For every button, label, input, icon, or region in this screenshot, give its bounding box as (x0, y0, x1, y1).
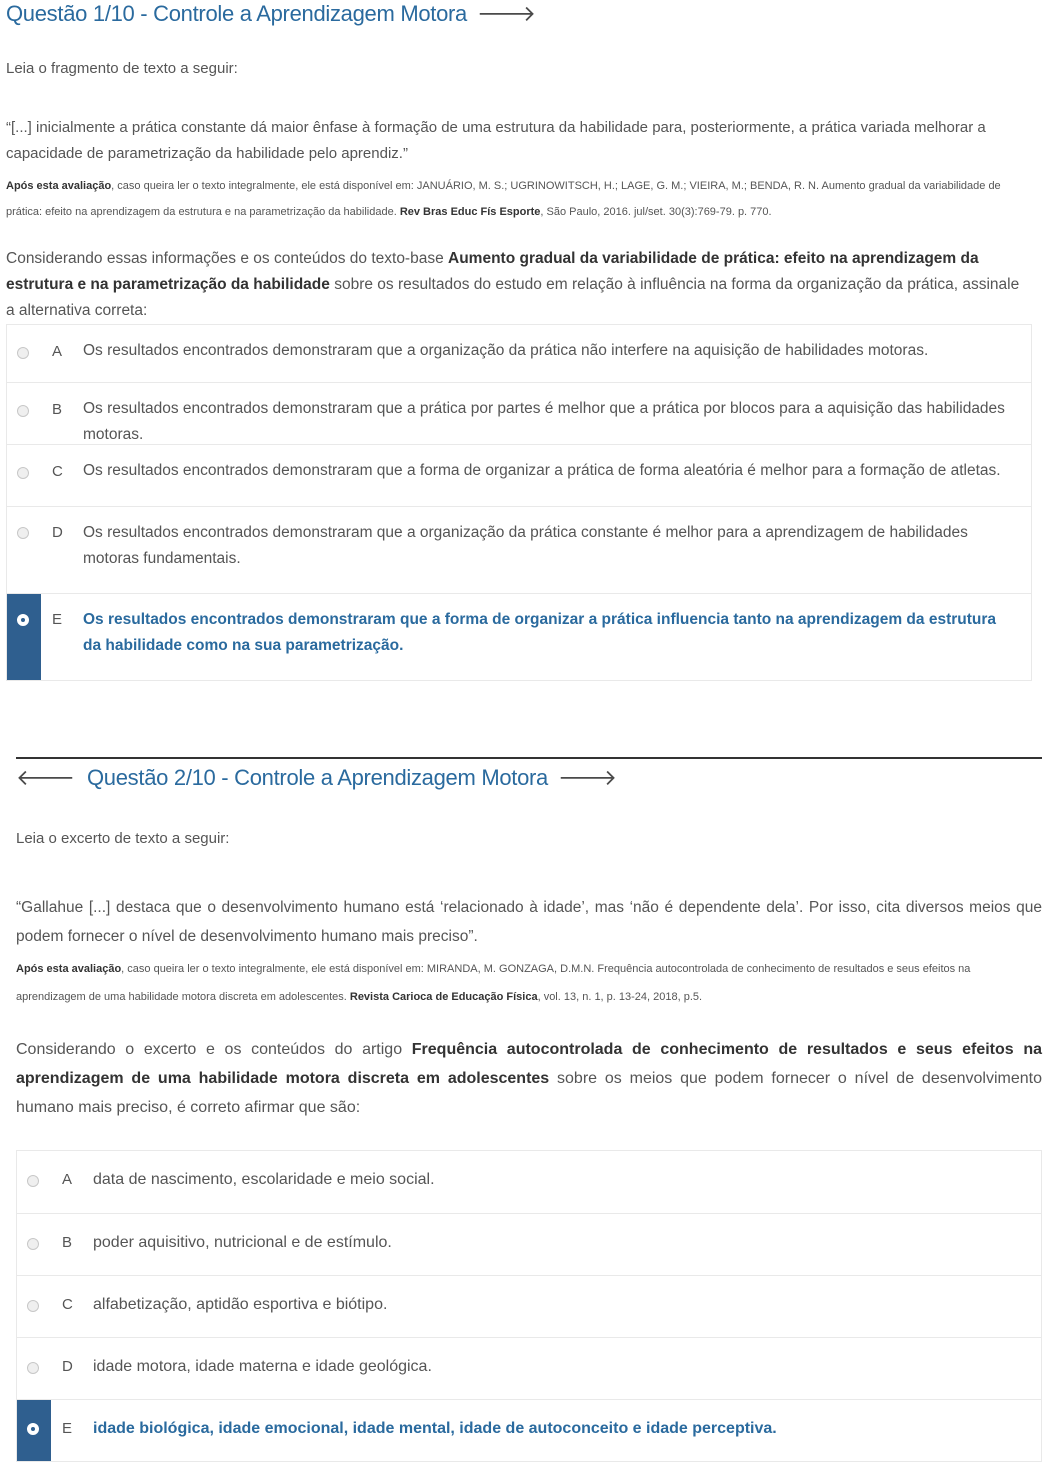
prompt-bold: Aumento gradual da variabilidade de prática: efeito na aprendizagem da estrutura e na parametrização da habilidade (6, 250, 979, 293)
answer-options (6, 324, 1032, 681)
option-letter: A (52, 343, 63, 360)
option-b[interactable] (7, 382, 1031, 444)
source-citation (16, 955, 1042, 1011)
radio-button-selected[interactable] (27, 1423, 39, 1435)
source-journal: Rev Bras Educ Fís Esporte (399, 206, 541, 218)
option-letter: E (52, 611, 63, 628)
prompt-post: sobre os meios que podem fornecer o nível de desenvolvimento humano mais preciso, é correto afirmar que são: (16, 1070, 1042, 1116)
source-lead: Após esta avaliação (6, 180, 112, 192)
option-control (7, 507, 72, 593)
prompt-pre: Considerando essas informações e os conteúdos do texto-base (6, 250, 449, 267)
option-letter: E (62, 1420, 73, 1437)
option-text: Os resultados encontrados demonstraram que a organização da prática constante é melhor para a aprendizagem de habilidades motoras fundamentais. (72, 507, 1031, 593)
radio-button[interactable] (17, 467, 29, 479)
option-letter: D (52, 524, 63, 541)
option-c[interactable] (7, 444, 1031, 506)
question-intro: Leia o fragmento de texto a seguir: (6, 60, 238, 77)
option-text: data de nascimento, escolaridade e meio social. (82, 1151, 1041, 1213)
question-quote: “[...] inicialmente a prática constante dá maior ênfase à formação de uma estrutura da habilidade para, posteriormente, a prática variada melhorar a capacidade de parametrização da habilidade pelo aprendiz.” (6, 119, 986, 162)
option-text: Os resultados encontrados demonstraram que a forma de organizar a prática influencia tanto na aprendizagem da estrutura da habilidade como na sua parametrização. (72, 594, 1031, 680)
option-control (17, 1400, 82, 1461)
option-letter: B (62, 1234, 73, 1251)
option-e[interactable] (17, 1399, 1041, 1461)
arrow-left-icon[interactable]: 🡐 (16, 765, 75, 790)
prompt-pre: Considerando o excerto e os conteúdos do artigo (16, 1041, 412, 1058)
option-text: alfabetização, aptidão esportiva e biótipo. (82, 1276, 1041, 1337)
option-text: poder aquisitivo, nutricional e de estímulo. (82, 1214, 1041, 1275)
radio-button[interactable] (17, 527, 29, 539)
option-d[interactable] (7, 506, 1031, 593)
option-control (17, 1214, 82, 1275)
option-letter: C (52, 463, 63, 480)
option-d[interactable] (17, 1337, 1041, 1399)
option-control (17, 1276, 82, 1337)
question-quote: “Gallahue [...] destaca que o desenvolvimento humano está ‘relacionado à idade’, mas ‘não é dependente dela’. Por isso, cita diversos meios que podem fornecer o nível de desenvolvimento humano mais preciso”. (16, 899, 1042, 945)
question-prompt (6, 246, 1032, 324)
source-tail: , São Paulo, 2016. jul/set. 30(3):769-79. p. 770. (540, 206, 772, 218)
question-intro: Leia o excerto de texto a seguir: (16, 830, 230, 847)
radio-button[interactable] (27, 1362, 39, 1374)
arrow-right-icon[interactable]: 🡒 (477, 1, 536, 26)
source-lead: Após esta avaliação (16, 963, 122, 975)
option-e[interactable] (7, 593, 1031, 680)
arrow-right-icon[interactable]: 🡒 (558, 765, 617, 790)
option-control (17, 1151, 82, 1213)
radio-button[interactable] (17, 405, 29, 417)
option-control (7, 594, 72, 680)
option-letter: B (52, 401, 63, 418)
option-text: idade motora, idade materna e idade geológica. (82, 1338, 1041, 1399)
radio-button[interactable] (27, 1238, 39, 1250)
question-title: Questão 1/10 - Controle a Aprendizagem Motora (6, 1, 467, 26)
option-control (7, 325, 72, 382)
source-journal: Revista Carioca de Educação Física (349, 991, 538, 1003)
prompt-bold: Frequência autocontrolada de conhecimento de resultados e seus efeitos na aprendizagem de uma habilidade motora discreta em adolescentes (16, 1041, 1042, 1087)
source-tail: , vol. 13, n. 1, p. 13-24, 2018, p.5. (537, 991, 703, 1003)
divider (16, 757, 1042, 759)
answer-options (16, 1150, 1042, 1462)
source-text: , caso queira ler o texto integralmente, ele está disponível em: JANUÁRIO, M. S.; UGRINOWITSCH, H.; LAGE, G. M.; VIEIRA, M.; BENDA, R. N. Aumento gradual da variabilidade de prática: efeito na aprendizagem da estrutura e na parametrização da habilidade. (6, 180, 1001, 218)
option-a[interactable] (17, 1151, 1041, 1213)
prompt-post: sobre os resultados do estudo em relação à influência na forma da organização da prática, assinale a alternativa correta: (6, 276, 1020, 319)
question-title: Questão 2/10 - Controle a Aprendizagem Motora (87, 765, 548, 790)
option-text: idade biológica, idade emocional, idade mental, idade de autoconceito e idade perceptiva. (82, 1400, 1041, 1461)
option-letter: D (62, 1358, 73, 1375)
option-letter: C (62, 1296, 73, 1313)
question-header (6, 0, 536, 28)
radio-button[interactable] (27, 1300, 39, 1312)
option-control (7, 445, 72, 506)
radio-button[interactable] (27, 1175, 39, 1187)
question-header (16, 764, 617, 792)
radio-button-selected[interactable] (17, 614, 29, 626)
source-text: , caso queira ler o texto integralmente, ele está disponível em: MIRANDA, M. GONZAGA, D.M.N. Frequência autocontrolada de conhecimento de resultados e seus efeitos na aprendizagem de uma habilidade motora discreta em adolescentes. (16, 963, 971, 1003)
option-text: Os resultados encontrados demonstraram que a forma de organizar a prática de forma aleatória é melhor para a formação de atletas. (72, 445, 1031, 506)
option-text: Os resultados encontrados demonstraram que a prática por partes é melhor que a prática por blocos para a aquisição das habilidades motoras. (72, 383, 1031, 444)
option-b[interactable] (17, 1213, 1041, 1275)
option-a[interactable] (7, 325, 1031, 382)
question-prompt (16, 1035, 1042, 1122)
radio-button[interactable] (17, 347, 29, 359)
source-citation (6, 173, 1032, 225)
option-text: Os resultados encontrados demonstraram que a organização da prática não interfere na aquisição de habilidades motoras. (72, 325, 1031, 382)
option-control (7, 383, 72, 444)
option-control (17, 1338, 82, 1399)
option-c[interactable] (17, 1275, 1041, 1337)
option-letter: A (62, 1171, 73, 1188)
